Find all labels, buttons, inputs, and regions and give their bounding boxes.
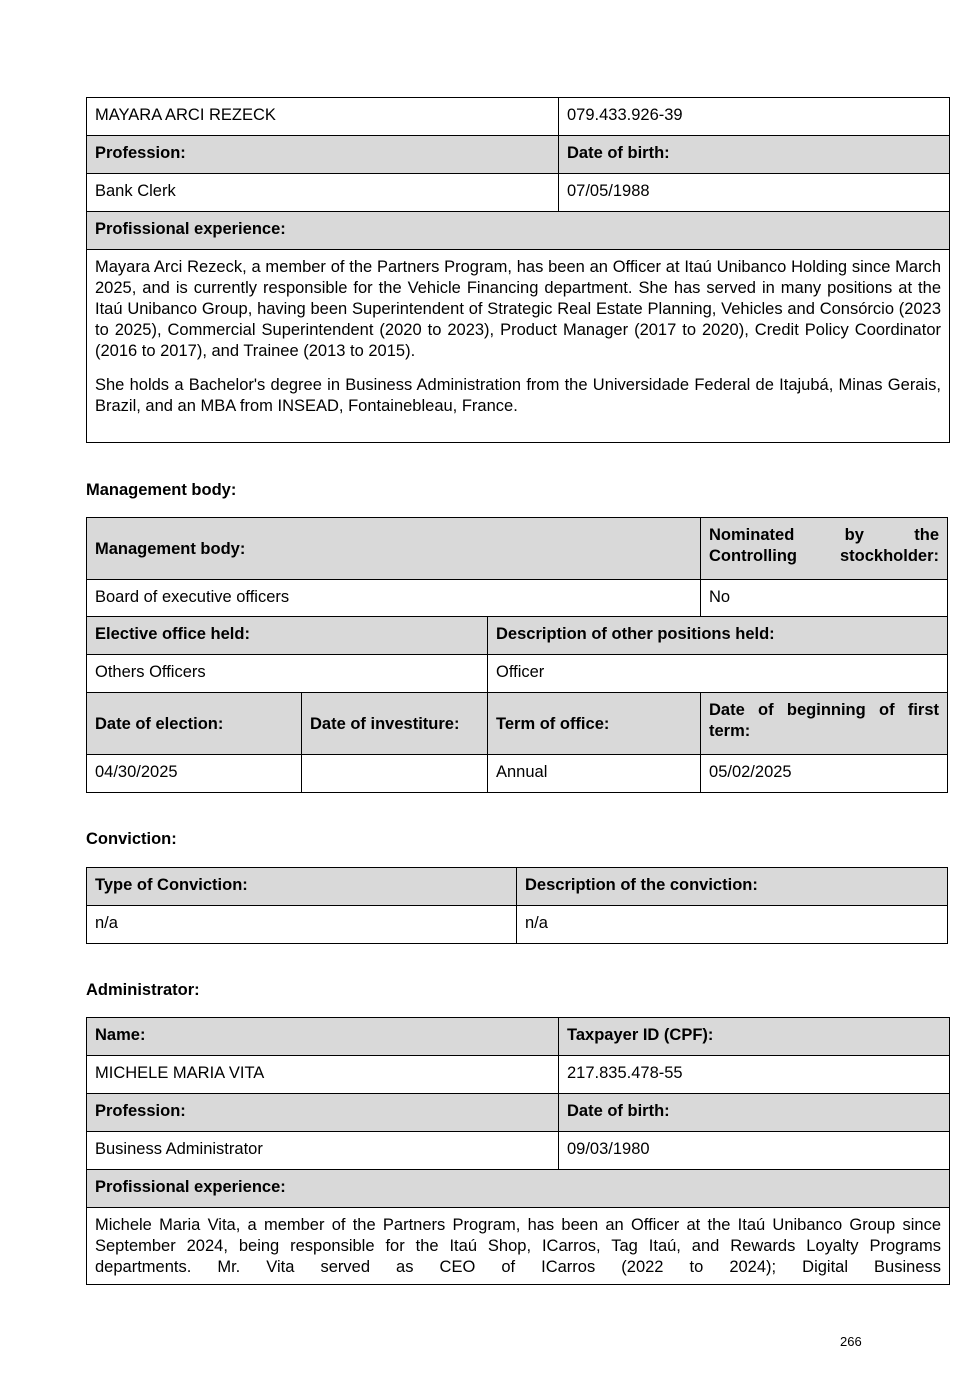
admin1-profession-label: Profession: — [87, 136, 559, 174]
admin2-cpf: 217.835.478-55 — [559, 1056, 950, 1094]
election-date-label: Date of election: — [87, 693, 302, 755]
management-body-heading: Management body: — [86, 481, 237, 499]
conviction-table — [86, 867, 948, 944]
administrator-1-table — [86, 97, 950, 443]
admin2-experience — [87, 1208, 950, 1285]
admin1-dob: 07/05/1988 — [559, 174, 950, 212]
conviction-type-value: n/a — [87, 906, 517, 944]
nominated-value: No — [701, 580, 948, 617]
admin2-cpf-label: Taxpayer ID (CPF): — [559, 1018, 950, 1056]
first-term-date-value: 05/02/2025 — [701, 755, 948, 793]
term-of-office-label: Term of office: — [488, 693, 701, 755]
elective-office-label: Elective office held: — [87, 617, 488, 655]
administrator-2-table — [86, 1017, 950, 1285]
admin1-experience-paragraph-2: She holds a Bachelor's degree in Business Administration from the Universidade Federal de Itajubá, Minas Gerais, Brazil, and an MBA from INSEAD, Fontainebleau, France. — [95, 376, 941, 415]
admin2-dob: 09/03/1980 — [559, 1132, 950, 1170]
other-positions-value: Officer — [488, 655, 948, 693]
admin1-cpf: 079.433.926-39 — [559, 98, 950, 136]
admin2-name: MICHELE MARIA VITA — [87, 1056, 559, 1094]
admin2-profession: Business Administrator — [87, 1132, 559, 1170]
conviction-heading: Conviction: — [86, 830, 177, 848]
admin1-dob-label: Date of birth: — [559, 136, 950, 174]
management-body-value: Board of executive officers — [87, 580, 701, 617]
page-number: 266 — [840, 1334, 862, 1349]
admin2-dob-label: Date of birth: — [559, 1094, 950, 1132]
conviction-description-value: n/a — [517, 906, 948, 944]
admin1-name: MAYARA ARCI REZECK — [87, 98, 559, 136]
admin1-profession: Bank Clerk — [87, 174, 559, 212]
election-date-value: 04/30/2025 — [87, 755, 302, 793]
conviction-type-label: Type of Conviction: — [87, 868, 517, 906]
admin1-experience-label: Profissional experience: — [87, 212, 950, 250]
term-of-office-value: Annual — [488, 755, 701, 793]
conviction-description-label: Description of the conviction: — [517, 868, 948, 906]
admin1-experience-paragraph-1: Mayara Arci Rezeck, a member of the Partners Program, has been an Officer at Itaú Unibanco Holding since March 2025, and is currently responsible for the Vehicle Financing department. She has served in many positions at the Itaú Unibanco Group, having been Superintendent of Strategic Real Estate Planning, Vehicles and Consórcio (2023 to 2025), Commercial Superintendent (2020 to 2023), Product Manager (2017 to 2020), Credit Policy Coordinator (2016 to 2017), and Trainee (2013 to 2015). — [95, 258, 941, 360]
elective-office-value: Others Officers — [87, 655, 488, 693]
management-body-label: Management body: — [87, 518, 701, 580]
other-positions-label: Description of other positions held: — [488, 617, 948, 655]
investiture-date-label: Date of investiture: — [302, 693, 488, 755]
admin2-experience-label: Profissional experience: — [87, 1170, 950, 1208]
management-body-table — [86, 517, 948, 793]
administrator-heading: Administrator: — [86, 981, 200, 999]
first-term-date-label: Date of beginning of first term: — [701, 693, 948, 755]
investiture-date-value — [302, 755, 488, 793]
admin1-experience — [87, 250, 950, 443]
admin2-profession-label: Profession: — [87, 1094, 559, 1132]
nominated-label: Nominated by the Controlling stockholder: — [701, 518, 948, 580]
admin2-experience-paragraph-1: Michele Maria Vita, a member of the Partners Program, has been an Officer at the Itaú Unibanco Group since September 2024, being responsible for the Itaú Shop, ICarros, Tag Itaú, and Rewards Loyalty Programs departments. Mr. Vita served as CEO of ICarros (2022 to 2024); Digital Business — [95, 1216, 941, 1276]
admin2-name-label: Name: — [87, 1018, 559, 1056]
